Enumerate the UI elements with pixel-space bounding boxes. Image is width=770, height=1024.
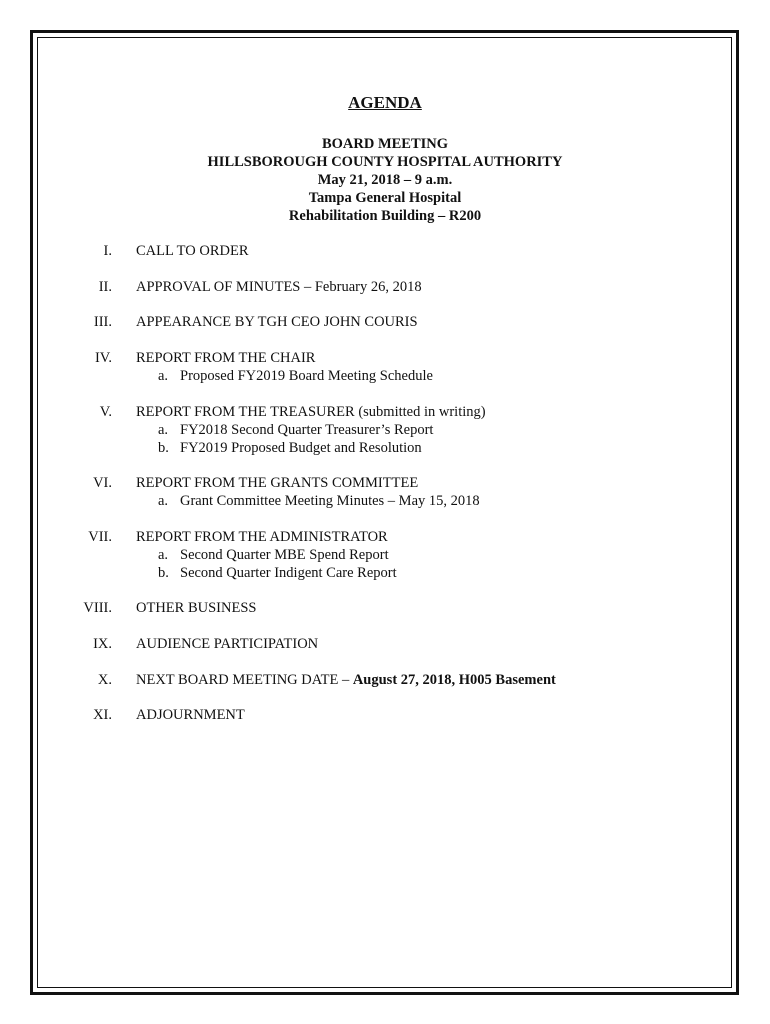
- sub-item: [158, 492, 480, 510]
- sub-item-letter: a.: [158, 422, 169, 438]
- header-venue: Tampa General Hospital: [308, 190, 462, 206]
- sub-item: [158, 439, 422, 457]
- item-numeral: VI.: [93, 475, 112, 491]
- sub-item-text: Grant Committee Meeting Minutes – May 15, 2018: [180, 493, 480, 509]
- item-title: REPORT FROM THE TREASURER (submitted in writing): [136, 404, 486, 420]
- sub-item-letter: b.: [158, 440, 169, 456]
- sub-item: [158, 564, 397, 582]
- sub-item-letter: b.: [158, 565, 169, 581]
- sub-item: [158, 546, 389, 564]
- sub-item-text: Second Quarter MBE Spend Report: [180, 547, 389, 563]
- item-title: AUDIENCE PARTICIPATION: [136, 636, 319, 652]
- meeting-header: [0, 135, 770, 225]
- item-title: REPORT FROM THE GRANTS COMMITTEE: [136, 475, 419, 491]
- item-title: CALL TO ORDER: [136, 243, 249, 259]
- item-numeral: VIII.: [83, 600, 112, 616]
- sub-item-letter: a.: [158, 493, 169, 509]
- item-numeral: XI.: [93, 707, 112, 723]
- next-meeting-date-value: August 27, 2018, H005 Basement: [352, 672, 556, 688]
- item-numeral: IX.: [93, 636, 112, 652]
- item-numeral: III.: [93, 314, 112, 330]
- item-numeral: IV.: [94, 350, 112, 366]
- item-title-text: NEXT BOARD MEETING DATE –: [136, 672, 353, 688]
- sub-item-letter: a.: [158, 547, 169, 563]
- item-title: OTHER BUSINESS: [136, 600, 257, 616]
- header-meeting-type: BOARD MEETING: [321, 136, 449, 152]
- sub-item: [158, 421, 433, 439]
- item-title: REPORT FROM THE CHAIR: [136, 350, 316, 366]
- header-room: Rehabilitation Building – R200: [288, 208, 482, 224]
- item-title: APPROVAL OF MINUTES – February 26, 2018: [136, 279, 422, 295]
- header-organization: HILLSBOROUGH COUNTY HOSPITAL AUTHORITY: [207, 154, 563, 170]
- agenda-title: AGENDA: [348, 93, 422, 112]
- item-title: [136, 671, 556, 689]
- sub-item-letter: a.: [158, 368, 169, 384]
- item-title: REPORT FROM THE ADMINISTRATOR: [136, 529, 388, 545]
- item-numeral: V.: [99, 404, 112, 420]
- header-date-time: May 21, 2018 – 9 a.m.: [317, 172, 453, 188]
- item-title: APPEARANCE BY TGH CEO JOHN COURIS: [136, 314, 418, 330]
- sub-item-text: FY2018 Second Quarter Treasurer’s Report: [180, 422, 434, 438]
- item-numeral: VII.: [88, 529, 112, 545]
- item-numeral: II.: [98, 279, 112, 295]
- item-numeral: I.: [103, 243, 112, 259]
- sub-item: [158, 367, 433, 385]
- sub-item-text: Proposed FY2019 Board Meeting Schedule: [180, 368, 433, 384]
- sub-item-text: Second Quarter Indigent Care Report: [180, 565, 397, 581]
- sub-item-text: FY2019 Proposed Budget and Resolution: [180, 440, 422, 456]
- item-numeral: X.: [97, 672, 112, 688]
- item-title: ADJOURNMENT: [136, 707, 245, 723]
